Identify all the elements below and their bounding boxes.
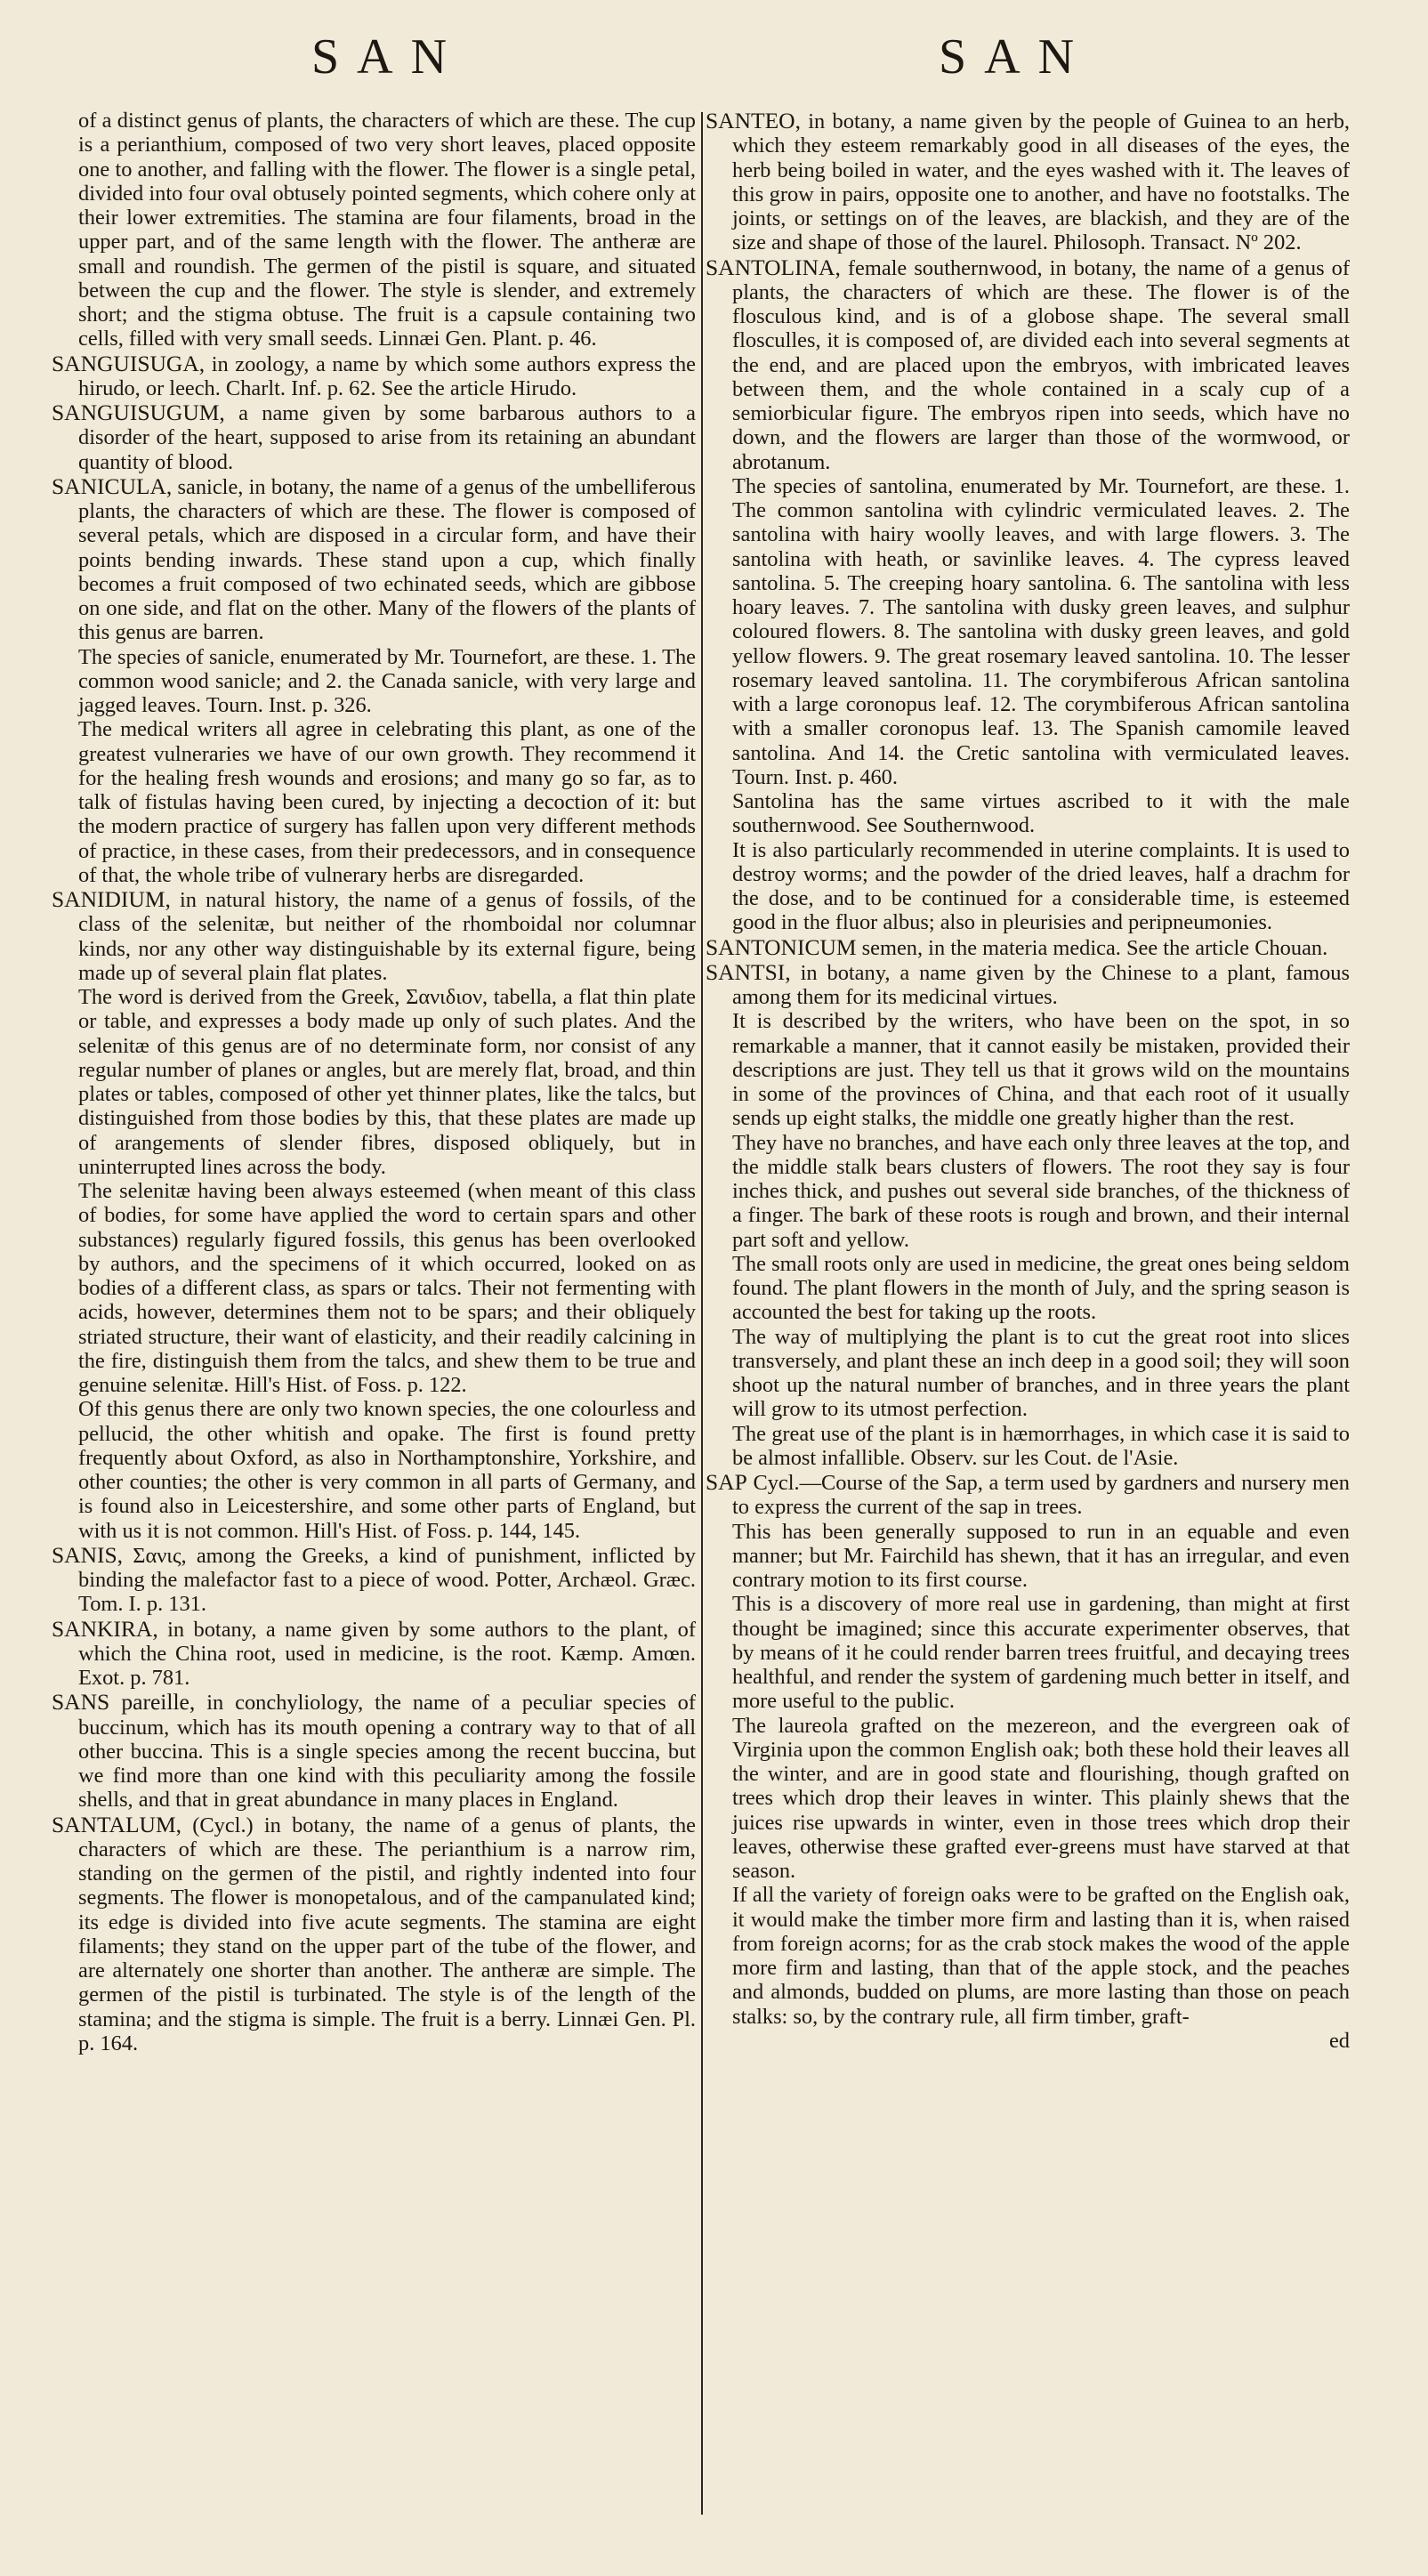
entry-text: in botany, a name given by the Chinese to a plant, famous among them for its medicinal virtues. (732, 960, 1350, 1009)
paragraph: The laureola grafted on the mezereon, and the evergreen oak of Virginia upon the common English oak; both these hold their leaves all the winter, and are in good state and flourishing, though grafted on trees which drop their leaves in winter. This plainly shews that the juices rise upwards in winter, even in those trees which drop their leaves, otherwise these grafted ever-greens must have starved at that season. (732, 1713, 1350, 1883)
paragraph: They have no branches, and have each only three leaves at the top, and the middle stalk bears clusters of flowers. The root they say is four inches thick, and pushes out several side branches, of the thickness of a finger. The bark of these roots is rough and brown, and their internal part soft and yellow. (732, 1130, 1350, 1252)
entry-santalum (52, 1813, 696, 2056)
entry-sanidium (52, 887, 696, 985)
paragraph: It is also particularly recommended in uterine complaints. It is used to destroy worms; and the powder of the dried leaves, half a drachm for the dose, and to be continued for a considerable time, is esteemed good in the fluor albus; also in pleurisies and peripneumonies. (732, 837, 1350, 935)
entry-text: of a distinct genus of plants, the characters of which are these. The cup is a perianthium, composed of two very short leaves, placed opposite one to another, and falling with the flower. The flower is a single petal, divided into four oval obtusely pointed segments, which cohere only at their lower extremities. The stamina are four filaments, broad in the upper part, and of the same length with the flower. The antheræ are small and roundish. The germen of the pistil is square, and situated between the cup and the flower. The style is slender, and extremely short; and the stigma obtuse. The fruit is a capsule containing two cells, filled with very small seeds. Linnæi Gen. Plant. p. 46. (78, 109, 696, 351)
paragraph: The word is derived from the Greek, Σανιδιον, tabella, a flat thin plate or table, and expresses a body made up only of such plates. And the selenitæ of this genus are of no determinate form, nor consist of any regular number of planes or angles, but are merely flat, broad, and thin plates or tables, composed of other yet thinner plates, like the talcs, but distinguished from those bodies by this, that these plates are made up of arangements of slender fibres, disposed obliquely, but in uninterrupted lines across the body. (78, 985, 696, 1179)
entry-text: sanicle, in botany, the name of a genus of the umbelliferous plants, the characters of which are these. The flower is composed of several petals, which are disposed in a circular form, and have their points bending inwards. These stand upon a cup, which finally becomes a fruit composed of two echinated seeds, which are gibbose on one side, and flat on the other. Many of the flowers of the plants of this genus are barren. (78, 474, 696, 645)
entry-text: Σανις, among the Greeks, a kind of punishment, inflicted by binding the malefactor fast to a piece of wood. Potter, Archæol. Græc. Tom. I. p. 131. (78, 1543, 696, 1617)
catchword: ed (1328, 2028, 1350, 2053)
entry-sap (706, 1470, 1350, 1520)
headword: SANGUISUGUM, (52, 400, 225, 425)
paragraph: Santolina has the same virtues ascribed to it with the male southernwood. See Southernwood. (732, 789, 1350, 838)
paragraph: The way of multiplying the plant is to cut the great root into slices transversely, and plant these an inch deep in a good soil; they will soon shoot up the natural number of branches, and in three years the plant will grow to its utmost perfection. (732, 1324, 1350, 1422)
right-column (706, 109, 1350, 2053)
paragraph: Of this genus there are only two known species, the one colourless and pellucid, the other whitish and opake. The first is found pretty frequently about Oxford, as also in Northamptonshire, Yorkshire, and other counties; the other is very common in all parts of Germany, and is found also in Leicestershire, and some other parts of England, but with us it is not common. Hill's Hist. of Foss. p. 144, 145. (78, 1397, 696, 1543)
entry-text: a name given by some barbarous authors to a disorder of the heart, supposed to arise from its retaining an abundant quantity of blood. (78, 401, 696, 474)
headword: SANICULA, (52, 472, 173, 499)
paragraph: The great use of the plant is in hæmorrhages, in which case it is said to be almost infallible. Observ. sur les Cout. de l'Asie. (732, 1421, 1350, 1470)
entry-text: in conchyliology, the name of a peculiar species of buccinum, which has its mouth opening a contrary way to that of all other buccina. This is a single species among the recent buccina, but we find more than one kind with this peculiarity among the fossile shells, and that in great abundance in many places in England. (78, 1691, 696, 1813)
entry-sanicula (52, 474, 696, 645)
running-head-right: SAN (939, 29, 1093, 85)
entry-cont (52, 109, 696, 351)
entry-santonicum (706, 935, 1350, 960)
paragraph: The medical writers all agree in celebrating this plant, as one of the greatest vulneraries we have of our own growth. They recommend it for the healing fresh wounds and erosions; and many go so far, as to talk of fistulas having been cured, by injecting a decoction of it: but the modern practice of surgery has fallen upon very different methods of practice, in these cases, from their predecessors, and in consequence of that, the whole tribe of vulnerary herbs are disregarded. (78, 717, 696, 887)
entry-text: (Cycl.) in botany, the name of a genus of plants, the characters of which are these. The perianthium is a narrow rim, standing on the germen of the pistil, and rightly indented into four segments. The flower is monopetalous, and of the campanulated kind; its edge is divided into five acute segments. The stamina are eight filaments; they stand on the upper part of the tube of the flower, and are alternately one shorter than another. The antheræ are simple. The germen of the pistil is turbinated. The style is of the length of the stamina; and the stigma is simple. The fruit is a berry. Linnæi Gen. Pl. p. 164. (78, 1813, 696, 2055)
column-rule (701, 112, 703, 2515)
headword: SANIS, (52, 1541, 124, 1568)
entry-sanis (52, 1543, 696, 1617)
entry-sanguisugum (52, 400, 696, 474)
entry-text: in botany, a name given by the people of Guinea to an herb, which they esteem remarkably good in all diseases of the eyes, the herb being boiled in water, and the eyes washed with it. The leaves of this grow in pairs, opposite one to another, and have no footstalks. The joints, or settings on of the leaves, are blackish, and they are of the size and shape of those of the laurel. Philosoph. Transact. Nº 202. (732, 109, 1350, 255)
paragraph: This is a discovery of more real use in gardening, than might at first thought be imagined; since this accurate experimenter observes, that by means of it he could render barren trees fruitful, and decaying trees healthful, and render the system of gardening much better in itself, and more useful to the public. (732, 1592, 1350, 1714)
entry-text: in natural history, the name of a genus of fossils, of the class of the selenitæ, but neither of the rhomboidal nor columnar kinds, nor any other way distinguishable by its external figure, being made up of several plain flat plates. (78, 888, 696, 985)
headword: SANTEO, (706, 108, 801, 133)
entry-text: Cycl.—Course of the Sap, a term used by gardners and nursery men to express the current of the sap in trees. (732, 1471, 1350, 1520)
paragraph: If all the variety of foreign oaks were to be grafted on the English oak, it would make the timber more firm and lasting than it is, when raised from foreign acorns; for as the crab stock makes the wood of the apple more firm and lasting, than that of the apple stock, and the peaches and almonds, budded on plums, are more lasting than those on peach stalks: so, by the contrary rule, all firm timber, graft- (732, 1883, 1350, 2029)
entry-santeo (706, 109, 1350, 255)
paragraph: The selenitæ having been always esteemed (when meant of this class of bodies, for some have applied the word to certain spars and other substances) regularly figured fossils, this genus has been overlooked by authors, and the specimens of it which occurred, looked on as bodies of a different class, as spars or talcs. Their not fermenting with acids, however, determines them not to be spars; and their obliquely striated structure, their want of elasticity, and their readily calcining in the fire, distinguish them from the talcs, and shew them to be true and genuine selenitæ. Hill's Hist. of Foss. p. 122. (78, 1179, 696, 1397)
entry-santsi (706, 960, 1350, 1010)
headword: SAP (706, 1469, 747, 1495)
paragraph: This has been generally supposed to run in an equable and even manner; but Mr. Fairchild has shewn, that it has an irregular, and even contrary motion to its first course. (732, 1519, 1350, 1592)
headword: SANGUISUGA, (52, 350, 206, 376)
entry-text: female southernwood, in botany, the name of a genus of plants, the characters of which are these. The flower is of the flosculous kind, and is of a globose shape. The several small flosculles, it is composed of, are divided each into several segments at the end, and are placed upon the embryos, with imbricated leaves between them, and the whole contained in a scaly cup of a semiorbicular figure. The embryos ripen into seeds, which have no down, and the flowers are larger than those of the wormwood, or abrotanum. (732, 255, 1350, 474)
headword: SANS pareille, (52, 1689, 196, 1716)
entry-sankira (52, 1617, 696, 1691)
headword: SANTOLINA, (706, 254, 841, 280)
entry-sanguisuga (52, 351, 696, 401)
headword: SANIDIUM, (52, 886, 171, 912)
headword: SANTONICUM (706, 933, 857, 960)
running-head-left: SAN (311, 29, 465, 85)
paragraph: The small roots only are used in medicine, the great ones being seldom found. The plant flowers in the month of July, and the spring season is accounted the best for taking up the roots. (732, 1251, 1350, 1325)
paragraph: The species of santolina, enumerated by Mr. Tournefort, are these. 1. The common santolina with cylindric vermiculated leaves. 2. The santolina with hairy woolly leaves, and with large flowers. 3. The santolina with heath, or savinlike leaves. 4. The cypress leaved santolina. 5. The creeping hoary santolina. 6. The santolina with less hoary leaves. 7. The santolina with dusky green leaves, and sulphur coloured flowers. 8. The santolina with dusky green leaves, and gold yellow flowers. 9. The great rosemary leaved santolina. 10. The lesser rosemary leaved santolina. 11. The corymbiferous African santolina with a large coronopus leaf. 12. The corymbiferous African santolina with a smaller coronopus leaf. 13. The Spanish camomile leaved santolina. And 14. the Cretic santolina with vermiculated leaves. Tourn. Inst. p. 460. (732, 473, 1350, 789)
entry-text: in zoology, a name by which some authors express the hirudo, or leech. Charlt. Inf. p. 62. See the article Hirudo. (78, 351, 696, 400)
paragraph: It is described by the writers, who have been on the spot, in so remarkable a manner, that it cannot easily be mistaken, provided their descriptions are just. They tell us that it grows wild on the mountains in some of the provinces of China, and that each root of it usually sends up eight stalks, the middle one greatly higher than the rest. (732, 1009, 1350, 1131)
left-column (52, 109, 696, 2055)
headword: SANTALUM, (52, 1811, 182, 1837)
headword: SANKIRA, (52, 1615, 158, 1642)
headword: SANTSI, (706, 958, 791, 985)
entry-sans-pareille (52, 1690, 696, 1812)
entry-santolina (706, 255, 1350, 474)
paragraph: The species of sanicle, enumerated by Mr. Tournefort, are these. 1. The common wood sanicle; and 2. the Canada sanicle, with very large and jagged leaves. Tourn. Inst. p. 326. (78, 644, 696, 717)
entry-text: semen, in the materia medica. See the article Chouan. (861, 935, 1328, 960)
entry-text: in botany, a name given by some authors to the plant, of which the China root, used in medicine, is the root. Kæmp. Amœn. Exot. p. 781. (78, 1617, 696, 1690)
